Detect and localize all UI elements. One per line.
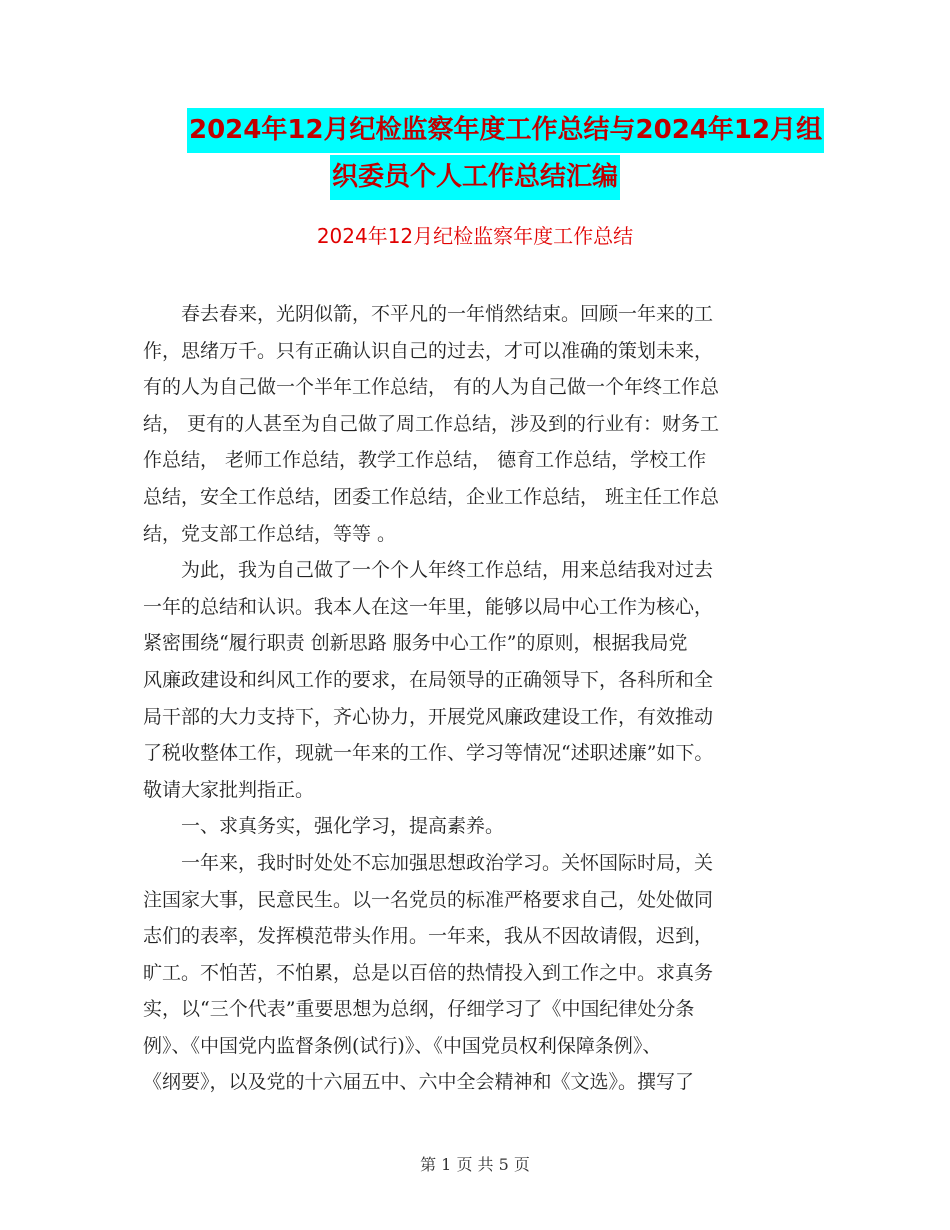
text-line: 敬请大家批判指正。	[143, 778, 315, 801]
text-line: 作总结， 老师工作总结，教学工作总结， 德育工作总结，学校工作	[143, 449, 707, 472]
text-line: 一年来，我时时处处不忘加强思想政治学习。关怀国际时局，关	[143, 851, 714, 874]
text-line: 例》、《中国党内监督条例(试行)》、《中国党员权利保障条例》、	[143, 1034, 662, 1057]
text-line: 志们的表率，发挥模范带头作用。一年来，我从不因故请假，迟到，	[143, 925, 714, 948]
text-line: 实，以“三个代表”重要思想为总纲，仔细学习了《中国纪律处分条	[143, 998, 695, 1021]
title-line-2: 织委员个人工作总结汇编	[330, 155, 620, 200]
text-line: 结， 更有的人甚至为自己做了周工作总结，涉及到的行业有：财务工	[143, 412, 720, 435]
title-line-1: 2024年12月纪检监察年度工作总结与2024年12月组	[187, 108, 824, 153]
section-heading: 2024年12月纪检监察年度工作总结	[316, 224, 634, 248]
text-line: 了税收整体工作，现就一年来的工作、学习等情况“述职述廉”如下。	[143, 742, 714, 765]
text-line: 局干部的大力支持下，齐心协力，开展党风廉政建设工作，有效推动	[143, 705, 714, 728]
text-line: 《纲要》，以及党的十六届五中、六中全会精神和《文选》。撰写了	[143, 1071, 695, 1094]
text-line: 作，思绪万千。只有正确认识自己的过去，才可以准确的策划未来，	[143, 339, 714, 362]
text-line: 风廉政建设和纠风工作的要求，在局领导的正确领导下，各科所和全	[143, 668, 714, 691]
page-footer: 第 1 页 共 5 页	[420, 1155, 530, 1174]
text-line: 春去春来，光阴似箭，不平凡的一年悄然结束。回顾一年来的工	[143, 303, 714, 325]
body-text	[143, 296, 803, 1101]
text-line: 为此，我为自己做了一个个人年终工作总结，用来总结我对过去	[143, 559, 714, 582]
text-line: 有的人为自己做一个半年工作总结， 有的人为自己做一个年终工作总	[143, 376, 720, 399]
text-line: 结，党支部工作总结，等等 。	[143, 522, 397, 545]
text-line: 旷工。不怕苦，不怕累，总是以百倍的热情投入到工作之中。求真务	[143, 961, 714, 984]
text-line: 一年的总结和认识。我本人在这一年里，能够以局中心工作为核心，	[143, 595, 714, 618]
text-line: 总结，安全工作总结，团委工作总结，企业工作总结， 班主任工作总	[143, 485, 720, 508]
text-line: 一、求真务实，强化学习，提高素养。	[143, 815, 505, 838]
text-line: 注国家大事，民意民生。以一名党员的标准严格要求自己，处处做同	[143, 888, 714, 911]
text-line: 紧密围绕“履行职责 创新思路 服务中心工作”的原则，根据我局党	[143, 632, 688, 655]
